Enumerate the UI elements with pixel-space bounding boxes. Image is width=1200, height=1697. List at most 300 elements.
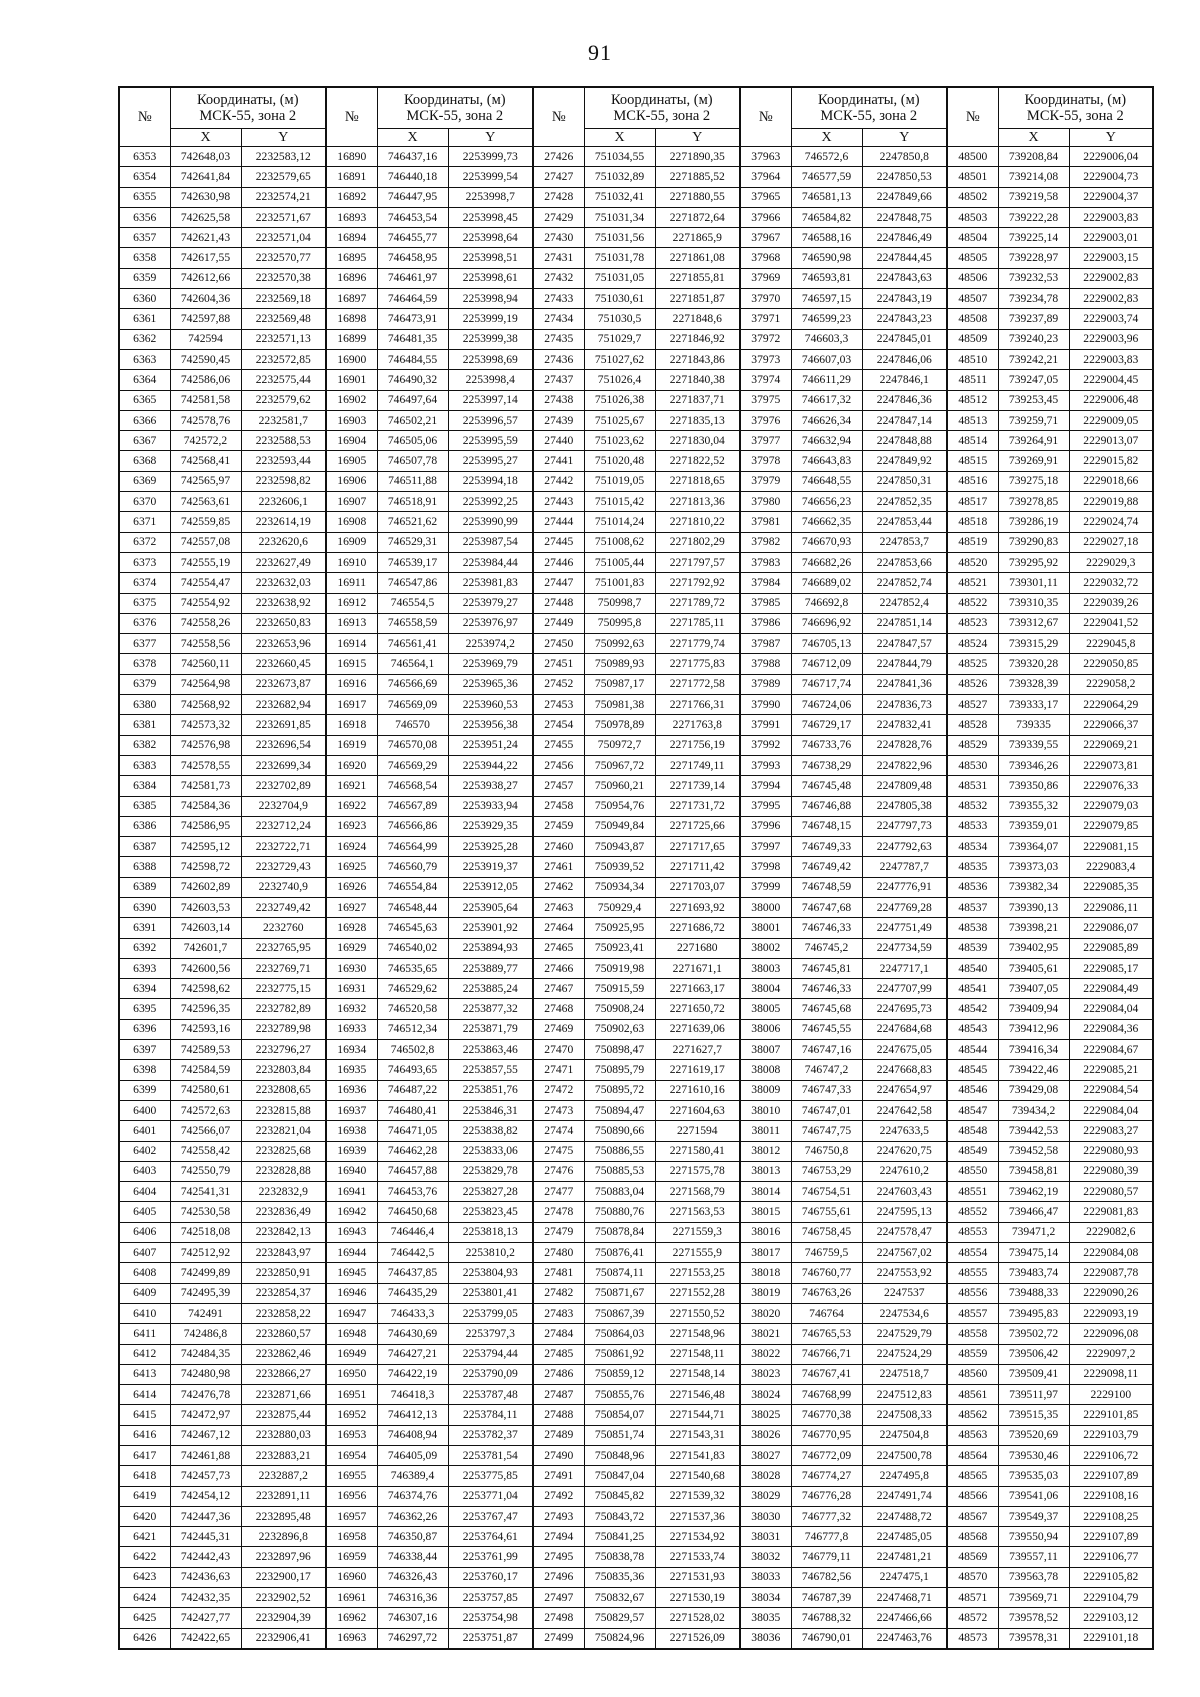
point-number-cell: 27490 [533, 1446, 584, 1466]
x-coordinate-cell: 750835,36 [584, 1567, 655, 1587]
y-coordinate-cell: 2232900,17 [241, 1567, 326, 1587]
table-row [119, 857, 1153, 877]
point-number-cell: 37984 [740, 573, 791, 593]
y-coordinate-cell: 2271711,42 [655, 857, 740, 877]
y-coordinate-cell: 2229029,3 [1069, 552, 1153, 572]
point-number-cell: 48516 [947, 471, 998, 491]
point-number-cell: 16890 [326, 147, 377, 167]
y-coordinate-cell: 2247847,14 [862, 410, 947, 430]
x-coordinate-cell: 746593,81 [791, 268, 862, 288]
point-number-cell: 6404 [119, 1182, 170, 1202]
table-row [119, 1263, 1153, 1283]
x-coordinate-cell: 750838,78 [584, 1547, 655, 1567]
y-coordinate-cell: 2232796,27 [241, 1040, 326, 1060]
point-number-cell: 48523 [947, 613, 998, 633]
y-coordinate-cell: 2229058,2 [1069, 674, 1153, 694]
y-coordinate-cell: 2271872,64 [655, 207, 740, 227]
y-coordinate-cell: 2253987,54 [448, 532, 533, 552]
y-coordinate-cell: 2229003,96 [1069, 329, 1153, 349]
point-number-cell: 6396 [119, 1019, 170, 1039]
x-coordinate-cell: 746782,56 [791, 1567, 862, 1587]
y-coordinate-cell: 2271797,57 [655, 552, 740, 572]
x-coordinate-cell: 739269,91 [998, 451, 1069, 471]
y-coordinate-cell: 2247642,58 [862, 1100, 947, 1120]
y-coordinate-cell: 2232749,42 [241, 897, 326, 917]
table-row [119, 796, 1153, 816]
x-coordinate-cell: 751030,61 [584, 289, 655, 309]
x-coordinate-cell: 750949,84 [584, 816, 655, 836]
y-coordinate-cell: 2253956,38 [448, 715, 533, 735]
y-coordinate-cell: 2229084,67 [1069, 1040, 1153, 1060]
y-coordinate-cell: 2229084,04 [1069, 999, 1153, 1019]
table-row [119, 634, 1153, 654]
point-number-cell: 16922 [326, 796, 377, 816]
y-coordinate-cell: 2271861,08 [655, 248, 740, 268]
point-number-cell: 6369 [119, 471, 170, 491]
y-coordinate-cell: 2229003,15 [1069, 248, 1153, 268]
x-coordinate-cell: 746747,75 [791, 1121, 862, 1141]
point-number-cell: 48508 [947, 309, 998, 329]
x-coordinate-cell: 750886,55 [584, 1141, 655, 1161]
y-coordinate-cell: 2232593,44 [241, 451, 326, 471]
x-coordinate-cell: 742602,89 [170, 877, 241, 897]
table-row [119, 1344, 1153, 1364]
x-coordinate-cell: 742564,98 [170, 674, 241, 694]
y-coordinate-cell: 2253857,55 [448, 1060, 533, 1080]
x-coordinate-cell: 746473,91 [377, 309, 448, 329]
y-coordinate-cell: 2247463,76 [862, 1628, 947, 1649]
x-coordinate-cell: 750845,82 [584, 1486, 655, 1506]
x-coordinate-cell: 750824,96 [584, 1628, 655, 1649]
point-number-cell: 27497 [533, 1588, 584, 1608]
y-coordinate-cell: 2247843,19 [862, 289, 947, 309]
y-coordinate-cell: 2232825,68 [241, 1141, 326, 1161]
point-number-cell: 37999 [740, 877, 791, 897]
x-coordinate-cell: 746776,28 [791, 1486, 862, 1506]
y-coordinate-cell: 2271851,87 [655, 289, 740, 309]
y-coordinate-cell: 2232815,88 [241, 1100, 326, 1120]
point-number-cell: 48504 [947, 228, 998, 248]
table-row [119, 593, 1153, 613]
x-coordinate-cell: 742581,58 [170, 390, 241, 410]
x-coordinate-cell: 746520,58 [377, 999, 448, 1019]
point-number-cell: 27452 [533, 674, 584, 694]
point-number-cell: 6390 [119, 897, 170, 917]
y-coordinate-cell: 2253767,47 [448, 1506, 533, 1526]
point-number-cell: 27485 [533, 1344, 584, 1364]
point-number-cell: 27454 [533, 715, 584, 735]
point-number-cell: 27435 [533, 329, 584, 349]
x-coordinate-cell: 751029,7 [584, 329, 655, 349]
y-coordinate-cell: 2232583,12 [241, 147, 326, 167]
y-coordinate-cell: 2253889,77 [448, 958, 533, 978]
y-coordinate-cell: 2253863,46 [448, 1040, 533, 1060]
point-number-cell: 38018 [740, 1263, 791, 1283]
x-coordinate-cell: 746471,05 [377, 1121, 448, 1141]
x-coordinate-cell: 739541,06 [998, 1486, 1069, 1506]
point-number-cell: 27496 [533, 1567, 584, 1587]
table-row [119, 1283, 1153, 1303]
y-coordinate-cell: 2232571,04 [241, 228, 326, 248]
y-coordinate-cell: 2232895,48 [241, 1506, 326, 1526]
y-coordinate-cell: 2247828,76 [862, 735, 947, 755]
table-row [119, 573, 1153, 593]
x-coordinate-cell: 739511,97 [998, 1385, 1069, 1405]
x-coordinate-cell: 746746,33 [791, 979, 862, 999]
table-row [119, 390, 1153, 410]
x-coordinate-cell: 739405,61 [998, 958, 1069, 978]
y-coordinate-cell: 2232769,71 [241, 958, 326, 978]
point-number-cell: 48562 [947, 1405, 998, 1425]
point-number-cell: 48535 [947, 857, 998, 877]
point-number-cell: 37992 [740, 735, 791, 755]
table-row [119, 735, 1153, 755]
y-coordinate-cell: 2271693,92 [655, 897, 740, 917]
x-coordinate-cell: 742427,77 [170, 1608, 241, 1628]
y-coordinate-cell: 2229093,19 [1069, 1303, 1153, 1323]
y-coordinate-cell: 2232702,89 [241, 776, 326, 796]
number-header: № [947, 87, 998, 147]
x-header: X [998, 129, 1069, 147]
point-number-cell: 16943 [326, 1222, 377, 1242]
x-coordinate-cell: 746350,87 [377, 1527, 448, 1547]
x-coordinate-cell: 746480,41 [377, 1100, 448, 1120]
point-number-cell: 16892 [326, 187, 377, 207]
y-coordinate-cell: 2271546,48 [655, 1385, 740, 1405]
y-coordinate-cell: 2232575,44 [241, 370, 326, 390]
y-coordinate-cell: 2253974,2 [448, 634, 533, 654]
y-coordinate-cell: 2247512,83 [862, 1385, 947, 1405]
point-number-cell: 27482 [533, 1283, 584, 1303]
y-coordinate-cell: 2271843,86 [655, 349, 740, 369]
table-row [119, 289, 1153, 309]
x-coordinate-cell: 742491 [170, 1303, 241, 1323]
x-coordinate-cell: 746422,19 [377, 1364, 448, 1384]
x-coordinate-cell: 742630,98 [170, 187, 241, 207]
point-number-cell: 48525 [947, 654, 998, 674]
y-coordinate-cell: 2232850,91 [241, 1263, 326, 1283]
point-number-cell: 6375 [119, 593, 170, 613]
point-number-cell: 48505 [947, 248, 998, 268]
y-coordinate-cell: 2247809,48 [862, 776, 947, 796]
x-coordinate-cell: 739506,42 [998, 1344, 1069, 1364]
x-coordinate-cell: 739488,33 [998, 1283, 1069, 1303]
table-row [119, 1588, 1153, 1608]
point-number-cell: 6363 [119, 349, 170, 369]
point-number-cell: 27426 [533, 147, 584, 167]
point-number-cell: 6418 [119, 1466, 170, 1486]
x-coordinate-cell: 739312,67 [998, 613, 1069, 633]
x-coordinate-cell: 746607,03 [791, 349, 862, 369]
x-coordinate-cell: 746558,59 [377, 613, 448, 633]
point-number-cell: 6402 [119, 1141, 170, 1161]
y-coordinate-cell: 2271865,9 [655, 228, 740, 248]
x-coordinate-cell: 750960,21 [584, 776, 655, 796]
x-coordinate-cell: 751008,62 [584, 532, 655, 552]
y-coordinate-cell: 2232581,7 [241, 410, 326, 430]
y-coordinate-cell: 2271550,52 [655, 1303, 740, 1323]
y-header: Y [448, 129, 533, 147]
y-coordinate-cell: 2271534,92 [655, 1527, 740, 1547]
coord-group-header: Координаты, (м) МСК-55, зона 2 [584, 87, 740, 129]
point-number-cell: 16915 [326, 654, 377, 674]
x-coordinate-cell: 739225,14 [998, 228, 1069, 248]
y-coordinate-cell: 2271813,36 [655, 492, 740, 512]
table-row [119, 1121, 1153, 1141]
point-number-cell: 6356 [119, 207, 170, 227]
point-number-cell: 38028 [740, 1466, 791, 1486]
x-coordinate-cell: 751026,38 [584, 390, 655, 410]
point-number-cell: 37997 [740, 837, 791, 857]
y-coordinate-cell: 2232860,57 [241, 1324, 326, 1344]
point-number-cell: 38021 [740, 1324, 791, 1344]
point-number-cell: 6400 [119, 1100, 170, 1120]
y-coordinate-cell: 2253851,76 [448, 1080, 533, 1100]
x-header: X [584, 129, 655, 147]
x-coordinate-cell: 746581,13 [791, 187, 862, 207]
number-header: № [533, 87, 584, 147]
x-coordinate-cell: 739295,92 [998, 552, 1069, 572]
table-row [119, 1567, 1153, 1587]
x-coordinate-cell: 746437,85 [377, 1263, 448, 1283]
y-coordinate-cell: 2271855,81 [655, 268, 740, 288]
y-coordinate-cell: 2271686,72 [655, 918, 740, 938]
point-number-cell: 16926 [326, 877, 377, 897]
point-number-cell: 27462 [533, 877, 584, 897]
y-coordinate-cell: 2253929,35 [448, 816, 533, 836]
x-coordinate-cell: 742484,35 [170, 1344, 241, 1364]
x-coordinate-cell: 739422,46 [998, 1060, 1069, 1080]
x-coordinate-cell: 750895,72 [584, 1080, 655, 1100]
y-coordinate-cell: 2232620,6 [241, 532, 326, 552]
y-coordinate-cell: 2247488,72 [862, 1506, 947, 1526]
x-coordinate-cell: 739259,71 [998, 410, 1069, 430]
table-row [119, 816, 1153, 836]
y-coordinate-cell: 2229004,73 [1069, 167, 1153, 187]
x-coordinate-cell: 750832,67 [584, 1588, 655, 1608]
x-coordinate-cell: 742595,12 [170, 837, 241, 857]
y-coordinate-cell: 2229081,83 [1069, 1202, 1153, 1222]
x-coordinate-cell: 739253,45 [998, 390, 1069, 410]
point-number-cell: 6359 [119, 268, 170, 288]
x-coordinate-cell: 746584,82 [791, 207, 862, 227]
x-coordinate-cell: 742445,31 [170, 1527, 241, 1547]
table-row [119, 897, 1153, 917]
x-coordinate-cell: 746502,21 [377, 410, 448, 430]
y-coordinate-cell: 2247508,33 [862, 1405, 947, 1425]
y-coordinate-cell: 2271763,8 [655, 715, 740, 735]
y-coordinate-cell: 2229064,29 [1069, 695, 1153, 715]
y-coordinate-cell: 2253951,24 [448, 735, 533, 755]
point-number-cell: 48512 [947, 390, 998, 410]
y-coordinate-cell: 2247853,66 [862, 552, 947, 572]
y-coordinate-cell: 2253999,38 [448, 329, 533, 349]
x-coordinate-cell: 742422,65 [170, 1628, 241, 1649]
x-coordinate-cell: 750987,17 [584, 674, 655, 694]
x-coordinate-cell: 746521,62 [377, 512, 448, 532]
x-coordinate-cell: 742554,92 [170, 593, 241, 613]
x-coordinate-cell: 739458,81 [998, 1161, 1069, 1181]
x-coordinate-cell: 742597,88 [170, 309, 241, 329]
table-row [119, 248, 1153, 268]
point-number-cell: 16908 [326, 512, 377, 532]
y-coordinate-cell: 2232871,66 [241, 1385, 326, 1405]
y-coordinate-cell: 2271890,35 [655, 147, 740, 167]
x-coordinate-cell: 750919,98 [584, 958, 655, 978]
y-coordinate-cell: 2253981,83 [448, 573, 533, 593]
point-number-cell: 27481 [533, 1263, 584, 1283]
point-number-cell: 6397 [119, 1040, 170, 1060]
x-coordinate-cell: 746790,01 [791, 1628, 862, 1649]
y-coordinate-cell: 2271553,25 [655, 1263, 740, 1283]
point-number-cell: 6394 [119, 979, 170, 999]
x-coordinate-cell: 746745,81 [791, 958, 862, 978]
y-coordinate-cell: 2247707,99 [862, 979, 947, 999]
y-coordinate-cell: 2253757,85 [448, 1588, 533, 1608]
x-coordinate-cell: 739434,2 [998, 1100, 1069, 1120]
x-coordinate-cell: 746511,88 [377, 471, 448, 491]
y-coordinate-cell: 2271830,04 [655, 431, 740, 451]
x-coordinate-cell: 746493,65 [377, 1060, 448, 1080]
x-coordinate-cell: 750841,25 [584, 1527, 655, 1547]
point-number-cell: 6381 [119, 715, 170, 735]
x-coordinate-cell: 750908,24 [584, 999, 655, 1019]
y-coordinate-cell: 2271818,65 [655, 471, 740, 491]
point-number-cell: 16896 [326, 268, 377, 288]
point-number-cell: 6384 [119, 776, 170, 796]
y-coordinate-cell: 2253925,28 [448, 837, 533, 857]
y-coordinate-cell: 2253833,06 [448, 1141, 533, 1161]
y-coordinate-cell: 2232699,34 [241, 755, 326, 775]
y-coordinate-cell: 2232866,27 [241, 1364, 326, 1384]
y-coordinate-cell: 2229080,93 [1069, 1141, 1153, 1161]
point-number-cell: 48561 [947, 1385, 998, 1405]
point-number-cell: 48557 [947, 1303, 998, 1323]
table-row [119, 552, 1153, 572]
point-number-cell: 27438 [533, 390, 584, 410]
y-coordinate-cell: 2253976,97 [448, 613, 533, 633]
point-number-cell: 27489 [533, 1425, 584, 1445]
point-number-cell: 27449 [533, 613, 584, 633]
table-row [119, 674, 1153, 694]
point-number-cell: 27457 [533, 776, 584, 796]
y-coordinate-cell: 2271885,52 [655, 167, 740, 187]
point-number-cell: 48510 [947, 349, 998, 369]
x-coordinate-cell: 750989,93 [584, 654, 655, 674]
y-coordinate-cell: 2232632,03 [241, 573, 326, 593]
x-coordinate-cell: 746656,23 [791, 492, 862, 512]
y-coordinate-cell: 2253998,7 [448, 187, 533, 207]
point-number-cell: 27472 [533, 1080, 584, 1100]
x-coordinate-cell: 746430,69 [377, 1324, 448, 1344]
x-coordinate-cell: 739315,29 [998, 634, 1069, 654]
x-coordinate-cell: 739402,95 [998, 938, 1069, 958]
x-coordinate-cell: 739228,97 [998, 248, 1069, 268]
x-coordinate-cell: 746570 [377, 715, 448, 735]
point-number-cell: 16934 [326, 1040, 377, 1060]
table-row [119, 1100, 1153, 1120]
x-coordinate-cell: 746507,78 [377, 451, 448, 471]
x-coordinate-cell: 750934,34 [584, 877, 655, 897]
x-coordinate-cell: 751019,05 [584, 471, 655, 491]
point-number-cell: 37965 [740, 187, 791, 207]
x-coordinate-cell: 739346,26 [998, 755, 1069, 775]
y-coordinate-cell: 2247850,8 [862, 147, 947, 167]
x-coordinate-cell: 750883,04 [584, 1182, 655, 1202]
x-coordinate-cell: 746767,41 [791, 1364, 862, 1384]
point-number-cell: 37974 [740, 370, 791, 390]
x-coordinate-cell: 746774,27 [791, 1466, 862, 1486]
x-coordinate-cell: 746768,99 [791, 1385, 862, 1405]
y-coordinate-cell: 2232862,46 [241, 1344, 326, 1364]
y-coordinate-cell: 2229015,82 [1069, 451, 1153, 471]
x-coordinate-cell: 750843,72 [584, 1506, 655, 1526]
y-coordinate-cell: 2232722,71 [241, 837, 326, 857]
y-coordinate-cell: 2229103,12 [1069, 1608, 1153, 1628]
x-coordinate-cell: 742560,11 [170, 654, 241, 674]
y-coordinate-cell: 2232588,53 [241, 431, 326, 451]
y-coordinate-cell: 2229002,83 [1069, 268, 1153, 288]
y-coordinate-cell: 2253754,98 [448, 1608, 533, 1628]
point-number-cell: 38020 [740, 1303, 791, 1323]
point-number-cell: 48542 [947, 999, 998, 1019]
point-number-cell: 6371 [119, 512, 170, 532]
y-coordinate-cell: 2271749,11 [655, 755, 740, 775]
x-coordinate-cell: 739409,94 [998, 999, 1069, 1019]
point-number-cell: 38006 [740, 1019, 791, 1039]
table-row [119, 410, 1153, 430]
point-number-cell: 27487 [533, 1385, 584, 1405]
point-number-cell: 27492 [533, 1486, 584, 1506]
point-number-cell: 16903 [326, 410, 377, 430]
x-coordinate-cell: 746316,36 [377, 1588, 448, 1608]
x-coordinate-cell: 751031,56 [584, 228, 655, 248]
y-coordinate-cell: 2271802,29 [655, 532, 740, 552]
point-number-cell: 48514 [947, 431, 998, 451]
table-row [119, 187, 1153, 207]
y-coordinate-cell: 2247553,92 [862, 1263, 947, 1283]
y-coordinate-cell: 2253784,11 [448, 1405, 533, 1425]
y-coordinate-cell: 2253998,4 [448, 370, 533, 390]
point-number-cell: 37990 [740, 695, 791, 715]
point-number-cell: 6401 [119, 1121, 170, 1141]
point-number-cell: 48507 [947, 289, 998, 309]
point-number-cell: 48565 [947, 1466, 998, 1486]
point-number-cell: 6387 [119, 837, 170, 857]
x-coordinate-cell: 746750,8 [791, 1141, 862, 1161]
x-coordinate-cell: 742581,73 [170, 776, 241, 796]
point-number-cell: 27473 [533, 1100, 584, 1120]
y-coordinate-cell: 2247846,1 [862, 370, 947, 390]
point-number-cell: 27430 [533, 228, 584, 248]
x-coordinate-cell: 746453,76 [377, 1182, 448, 1202]
x-coordinate-cell: 739466,47 [998, 1202, 1069, 1222]
x-coordinate-cell: 750978,89 [584, 715, 655, 735]
point-number-cell: 6405 [119, 1202, 170, 1222]
y-coordinate-cell: 2247852,4 [862, 593, 947, 613]
point-number-cell: 6385 [119, 796, 170, 816]
point-number-cell: 38024 [740, 1385, 791, 1405]
point-number-cell: 27495 [533, 1547, 584, 1567]
y-coordinate-cell: 2247787,7 [862, 857, 947, 877]
x-coordinate-cell: 751027,62 [584, 349, 655, 369]
point-number-cell: 16955 [326, 1466, 377, 1486]
x-coordinate-cell: 746481,35 [377, 329, 448, 349]
point-number-cell: 38034 [740, 1588, 791, 1608]
x-coordinate-cell: 746461,97 [377, 268, 448, 288]
x-coordinate-cell: 746433,3 [377, 1303, 448, 1323]
x-coordinate-cell: 750972,7 [584, 735, 655, 755]
